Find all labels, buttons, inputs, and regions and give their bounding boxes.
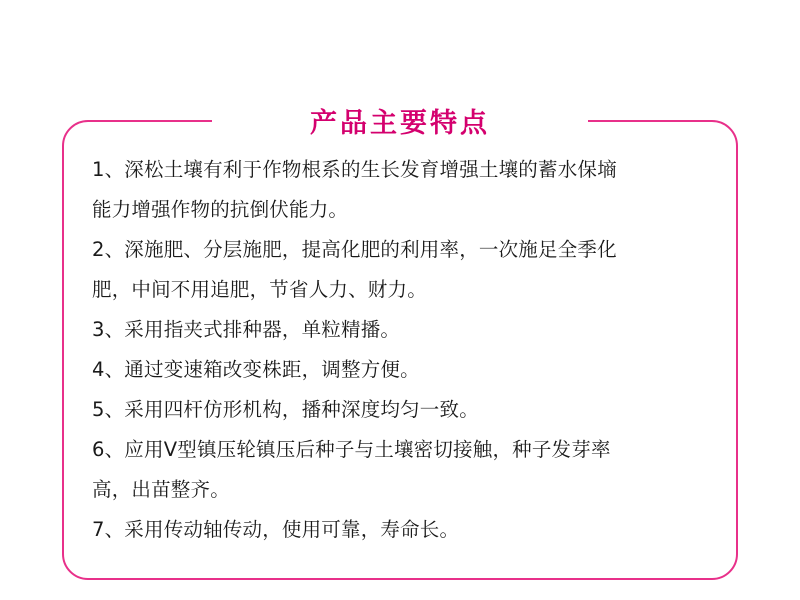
list-item: 7、采用传动轴传动，使用可靠，寿命长。: [92, 518, 460, 541]
list-item: 6、应用V型镇压轮镇压后种子与土壤密切接触，种子发芽率: [92, 438, 611, 461]
list-item: 4、通过变速箱改变株距，调整方便。: [92, 358, 420, 381]
list-item: 3、采用指夹式排种器，单粒精播。: [92, 318, 401, 341]
list-item: 肥，中间不用追肥，节省人力、财力。: [92, 278, 427, 301]
list-item: 1、深松土壤有利于作物根系的生长发育增强土壤的蓄水保墒: [92, 158, 617, 181]
page-title: 产品主要特点: [296, 101, 504, 140]
list-item: 5、采用四杆仿形机构，播种深度均匀一致。: [92, 398, 479, 421]
title-block: [212, 96, 588, 144]
list-item: 2、深施肥、分层施肥，提高化肥的利用率，一次施足全季化: [92, 238, 617, 261]
feature-list: [92, 150, 712, 550]
list-item: 高，出苗整齐。: [92, 478, 230, 501]
list-item: 能力增强作物的抗倒伏能力。: [92, 198, 349, 221]
